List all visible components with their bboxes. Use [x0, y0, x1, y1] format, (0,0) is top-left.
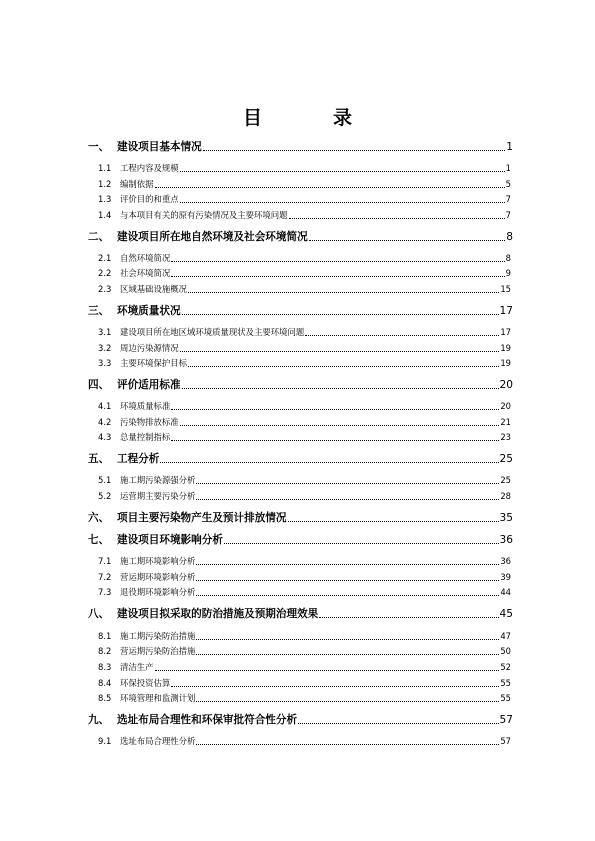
toc-section-entry[interactable] [98, 555, 511, 567]
dot-leader [160, 462, 498, 463]
dot-leader [305, 335, 499, 336]
dot-leader [196, 483, 499, 484]
dot-leader [155, 670, 500, 671]
toc-page-number: 57 [499, 714, 513, 726]
toc-page-number: 9 [505, 268, 511, 278]
toc-page-number: 52 [500, 662, 511, 672]
toc-section-entry[interactable] [98, 630, 511, 642]
dot-leader [188, 366, 499, 367]
dot-leader [203, 150, 506, 151]
dot-leader [196, 654, 499, 655]
toc-entry-title: 环保投资估算 [120, 678, 171, 688]
dot-leader [180, 351, 500, 352]
toc-entry-number: 2.2 [98, 268, 112, 278]
toc-entry-title: 工程分析 [117, 453, 160, 465]
toc-chapter-entry[interactable] [88, 713, 513, 727]
toc-entry-number: 1.1 [98, 163, 112, 173]
toc-section-entry[interactable] [98, 178, 511, 190]
toc-page-number: 5 [505, 179, 511, 189]
toc-page-number: 7 [505, 210, 511, 220]
toc-section-entry[interactable] [98, 267, 511, 279]
dot-leader [288, 521, 499, 522]
toc-page-number: 15 [500, 284, 511, 294]
toc-page-number: 1 [506, 141, 513, 153]
toc-section-entry[interactable] [98, 735, 511, 747]
toc-section-entry[interactable] [98, 490, 511, 502]
toc-entry-number: 4.2 [98, 417, 112, 427]
toc-entry-title: 周边污染源情况 [120, 343, 179, 353]
toc-page-number: 20 [500, 401, 511, 411]
toc-page-number: 17 [499, 305, 513, 317]
toc-entry-number: 7.2 [98, 572, 112, 582]
toc-page-number: 36 [499, 534, 513, 546]
toc-entry-title: 评价目的和重点 [120, 194, 179, 204]
toc-entry-number: 1.4 [98, 210, 112, 220]
toc-entry-number: 六、 [88, 512, 110, 524]
dot-leader [224, 543, 499, 544]
toc-page-number: 55 [500, 678, 511, 688]
toc-page-number: 39 [500, 572, 511, 582]
dot-leader [180, 202, 505, 203]
toc-entry-number: 8.4 [98, 678, 112, 688]
toc-section-entry[interactable] [98, 400, 511, 412]
toc-entry-number: 8.2 [98, 646, 112, 656]
toc-entry-title: 总量控制指标 [120, 432, 171, 442]
toc-entry-number: 8.3 [98, 662, 112, 672]
toc-entry-number: 1.3 [98, 194, 112, 204]
toc-page-number: 47 [500, 631, 511, 641]
toc-page-number: 25 [499, 453, 513, 465]
toc-chapter-entry[interactable] [88, 607, 513, 621]
dot-leader [182, 388, 499, 389]
toc-entry-title: 选址布局合理性和环保审批符合性分析 [117, 714, 298, 726]
toc-section-entry[interactable] [98, 677, 511, 689]
dot-leader [196, 701, 499, 702]
toc-entry-title: 运营期主要污染分析 [120, 491, 196, 501]
toc-entry-number: 3.3 [98, 358, 112, 368]
toc-entry-number: 五、 [88, 453, 110, 465]
toc-page-number: 44 [500, 587, 511, 597]
toc-section-entry[interactable] [98, 342, 511, 354]
toc-entry-number: 八、 [88, 608, 110, 620]
toc-page-number: 8 [506, 231, 513, 243]
toc-entry-title: 营运期污染防治措施 [120, 646, 196, 656]
toc-entry-number: 3.1 [98, 327, 112, 337]
toc-chapter-entry[interactable] [88, 230, 513, 244]
dot-leader [196, 564, 499, 565]
toc-chapter-entry[interactable] [88, 533, 513, 547]
toc-entry-title: 建设项目基本情况 [117, 141, 202, 153]
toc-entry-title: 建设项目拟采取的防治措施及预期治理效果 [117, 608, 319, 620]
toc-entry-title: 项目主要污染物产生及预计排放情况 [117, 512, 287, 524]
toc-section-entry[interactable] [98, 416, 511, 428]
toc-entry-title: 污染物排放标准 [120, 417, 179, 427]
toc-section-entry[interactable] [98, 357, 511, 369]
toc-entry-title: 评价适用标准 [117, 379, 181, 391]
toc-page-number: 23 [500, 432, 511, 442]
toc-page-number: 8 [505, 253, 511, 263]
toc-page-number: 45 [499, 608, 513, 620]
toc-page-number: 55 [500, 693, 511, 703]
toc-entry-title: 施工期环境影响分析 [120, 556, 196, 566]
toc-section-entry[interactable] [98, 474, 511, 486]
dot-leader [319, 617, 498, 618]
toc-section-entry[interactable] [98, 283, 511, 295]
toc-entry-number: 7.3 [98, 587, 112, 597]
toc-entry-title: 退役期环境影响分析 [120, 587, 196, 597]
toc-page-number: 19 [500, 358, 511, 368]
toc-page-number: 36 [500, 556, 511, 566]
toc-chapter-entry[interactable] [88, 452, 513, 466]
toc-entry-number: 4.3 [98, 432, 112, 442]
toc-entry-number: 4.1 [98, 401, 112, 411]
dot-leader [188, 292, 499, 293]
toc-page-number: 35 [499, 512, 513, 524]
toc-page-number: 50 [500, 646, 511, 656]
toc-entry-title: 编制依据 [120, 179, 154, 189]
toc-section-entry[interactable] [98, 431, 511, 443]
toc-page-number: 1 [505, 163, 511, 173]
toc-page-number: 57 [500, 736, 511, 746]
toc-entry-title: 主要环境保护目标 [120, 358, 187, 368]
toc-section-entry[interactable] [98, 586, 511, 598]
toc-entry-title: 施工期污染防治措施 [120, 631, 196, 641]
toc-entry-title: 建设项目环境影响分析 [117, 534, 223, 546]
toc-chapter-entry[interactable] [88, 511, 513, 525]
toc-entry-number: 一、 [88, 141, 110, 153]
toc-section-entry[interactable] [98, 661, 511, 673]
dot-leader [171, 276, 504, 277]
toc-entry-title: 环境质量标准 [120, 401, 171, 411]
toc-section-entry[interactable] [98, 193, 511, 205]
toc-section-entry[interactable] [98, 692, 511, 704]
toc-entry-title: 环境管理和监测计划 [120, 693, 196, 703]
dot-leader [171, 409, 499, 410]
dot-leader [309, 240, 506, 241]
toc-section-entry[interactable] [98, 645, 511, 657]
toc-entry-number: 四、 [88, 379, 110, 391]
toc-entry-number: 7.1 [98, 556, 112, 566]
toc-page-number: 28 [500, 491, 511, 501]
dot-leader [289, 218, 505, 219]
toc-entry-number: 2.3 [98, 284, 112, 294]
toc-page-number: 17 [500, 327, 511, 337]
toc-entry-title: 清洁生产 [120, 662, 154, 672]
toc-entry-number: 2.1 [98, 253, 112, 263]
toc-entry-number: 5.1 [98, 475, 112, 485]
toc-entry-title: 建设项目所在地自然环境及社会环境简况 [117, 231, 308, 243]
toc-entry-title: 建设项目所在地区域环境质量现状及主要环境问题 [120, 327, 305, 337]
toc-entry-title: 区域基础设施概况 [120, 284, 187, 294]
toc-entry-number: 九、 [88, 714, 110, 726]
toc-page-number: 7 [505, 194, 511, 204]
toc-entry-title: 自然环境简况 [120, 253, 171, 263]
toc-entry-title: 选址布局合理性分析 [120, 736, 196, 746]
toc-page-number: 21 [500, 417, 511, 427]
dot-leader [182, 314, 499, 315]
toc-entry-title: 营运期环境影响分析 [120, 572, 196, 582]
toc-entry-title: 社会环境简况 [120, 268, 171, 278]
toc-entry-title: 工程内容及规模 [120, 163, 179, 173]
toc-entry-number: 8.5 [98, 693, 112, 703]
toc-entry-number: 5.2 [98, 491, 112, 501]
toc-entry-title: 环境质量状况 [117, 305, 181, 317]
dot-leader [180, 171, 505, 172]
toc-entry-number: 1.2 [98, 179, 112, 189]
dot-leader [171, 686, 499, 687]
toc-section-entry[interactable] [98, 571, 511, 583]
toc-chapter-entry[interactable] [88, 378, 513, 392]
toc-page-number: 20 [499, 379, 513, 391]
toc-section-entry[interactable] [98, 209, 511, 221]
dot-leader [196, 744, 499, 745]
toc-chapter-entry[interactable] [88, 304, 513, 318]
toc-entry-number: 三、 [88, 305, 110, 317]
dot-leader [196, 580, 499, 581]
toc-entry-title: 施工期污染源强分析 [120, 475, 196, 485]
toc-entry-number: 8.1 [98, 631, 112, 641]
dot-leader [196, 639, 499, 640]
toc-chapter-entry[interactable] [88, 140, 513, 154]
dot-leader [298, 723, 498, 724]
toc-page-number: 25 [500, 475, 511, 485]
toc-entry-number: 9.1 [98, 736, 112, 746]
toc-section-entry[interactable] [98, 326, 511, 338]
dot-leader [155, 187, 505, 188]
dot-leader [196, 499, 499, 500]
dot-leader [196, 595, 499, 596]
dot-leader [171, 261, 504, 262]
toc-entry-number: 二、 [88, 231, 110, 243]
toc-entry-title: 与本项目有关的原有污染情况及主要环境问题 [120, 210, 288, 220]
dot-leader [171, 440, 499, 441]
toc-page-number: 19 [500, 343, 511, 353]
toc-section-entry[interactable] [98, 162, 511, 174]
toc-entry-number: 七、 [88, 534, 110, 546]
dot-leader [180, 425, 500, 426]
toc-section-entry[interactable] [98, 252, 511, 264]
page-title: 目 录 [242, 107, 378, 129]
toc-entry-number: 3.2 [98, 343, 112, 353]
